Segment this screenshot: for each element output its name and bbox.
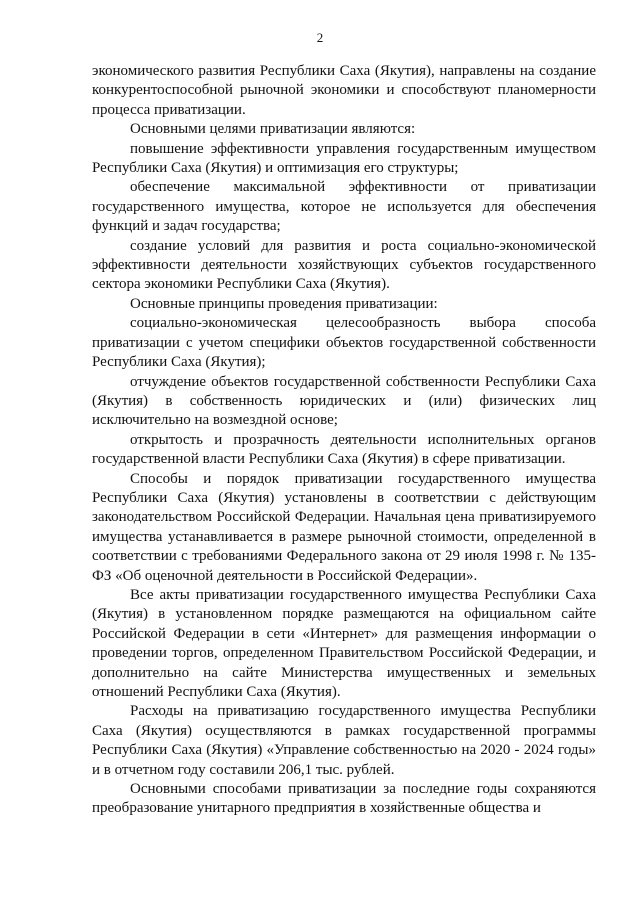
paragraph: Основные принципы проведения приватизации:	[130, 295, 438, 312]
paragraph: обеспечение максимальной эффективности от приватизации государственного имущества, которое не используется для обеспечения функций и задач государства;	[92, 179, 596, 235]
paragraph: открытость и прозрачность деятельности исполнительных органов государственной власти Республики Саха (Якутия) в сфере приватизации.	[92, 431, 596, 468]
paragraph: социально-экономическая целесообразность выбора способа приватизации с учетом специфики объектов государственной собственности Республики Саха (Якутия);	[92, 315, 596, 371]
document-body	[92, 62, 596, 819]
paragraph: Способы и порядок приватизации государственного имущества Республики Саха (Якутия) установлены в соответствии с действующим законодательством Российской Федерации. Начальная цена приватизируемого имущества устанавливается в размере рыночной стоимости, определенной в соответствии с требованиями Федерального закона от 29 июля 1998 г. № 135-ФЗ «Об оценочной деятельности в Российской Федерации».	[92, 470, 596, 584]
paragraph: повышение эффективности управления государственным имуществом Республики Саха (Якутия) и оптимизация его структуры;	[92, 140, 596, 177]
paragraph: Расходы на приватизацию государственного имущества Республики Саха (Якутия) осуществляются в рамках государственной программы Республики Саха (Якутия) «Управление собственностью на 2020 - 2024 годы» и в отчетном году составили 206,1 тыс. рублей.	[92, 703, 596, 778]
paragraph: Все акты приватизации государственного имущества Республики Саха (Якутия) в установленном порядке размещаются на официальном сайте Российской Федерации в сети «Интернет» для размещения информации о проведении торгов, определенном Правительством Российской Федерации, и дополнительно на сайте Министерства имущественных и земельных отношений Республики Саха (Якутия).	[92, 586, 596, 700]
page-number: 2	[316, 30, 324, 45]
paragraph: экономического развития Республики Саха (Якутия), направлены на создание конкурентоспособной рыночной экономики и способствуют планомерности процесса приватизации.	[92, 63, 596, 118]
paragraph: отчуждение объектов государственной собственности Республики Саха (Якутия) в собственность юридических и (или) физических лиц исключительно на возмездной основе;	[92, 373, 596, 429]
paragraph: Основными способами приватизации за последние годы сохраняются преобразование унитарного предприятия в хозяйственные общества и	[92, 781, 596, 817]
paragraph: Основными целями приватизации являются:	[130, 121, 416, 138]
paragraph: создание условий для развития и роста социально-экономической эффективности деятельности хозяйствующих субъектов государственного сектора экономики Республики Саха (Якутия).	[92, 237, 596, 293]
